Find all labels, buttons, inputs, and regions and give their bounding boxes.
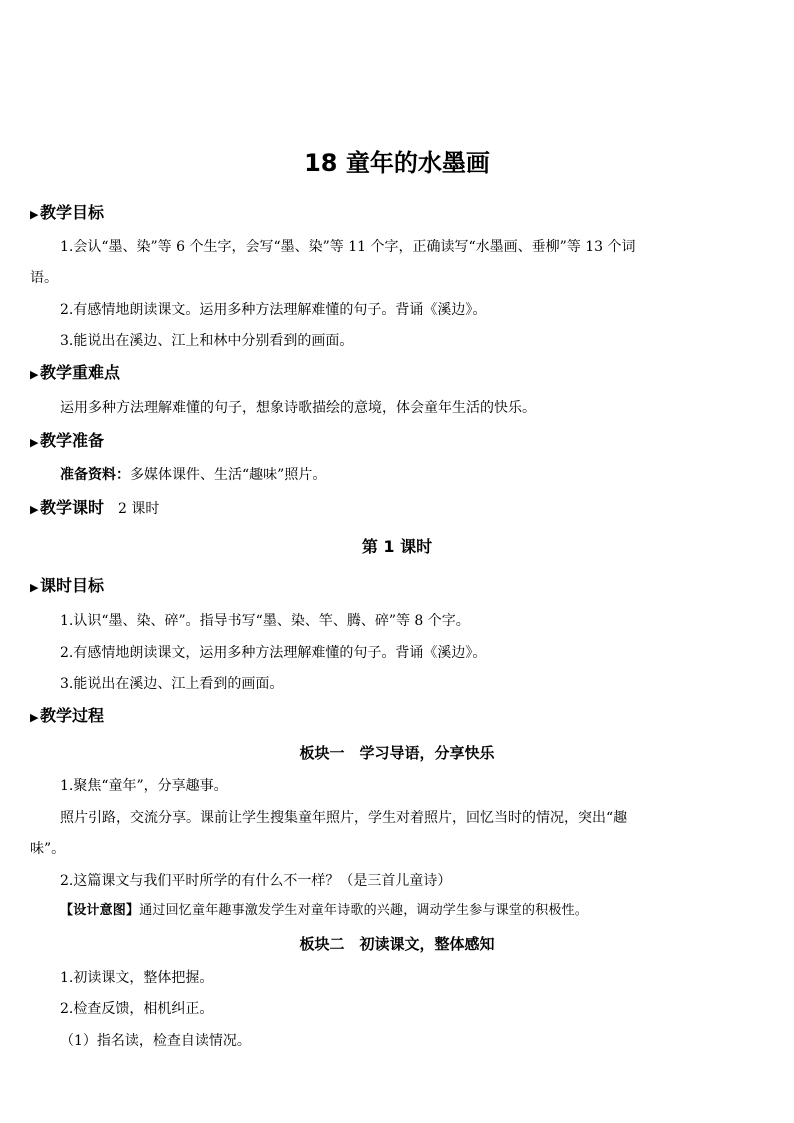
block-1-step-1-detail-line-2: 味”。 — [30, 841, 66, 857]
triangle-marker-icon: ▶ — [30, 581, 39, 594]
objective-item-2: 2.有感情地朗读课文。运用多种方法理解难懂的句子。背诵《溪边》。 — [60, 302, 487, 318]
objective-item-1-line-1: 1.会认“墨、染”等 6 个生字，会写“墨、染”等 11 个字，正确读写“水墨画、垂柳”等 13 个词 — [60, 239, 636, 255]
lesson-objective-item-1: 1.认识“墨、染、碎”。指导书写“墨、染、竿、腾、碎”等 8 个字。 — [60, 613, 470, 629]
design-intent-note — [60, 901, 588, 921]
objective-item-3: 3.能说出在溪边、江上和林中分别看到的画面。 — [60, 333, 354, 349]
section-heading-objectives: ▶教学目标 — [30, 203, 104, 225]
block-2-step-2: 2.检查反馈，相机纠正。 — [60, 1001, 214, 1017]
lesson-objective-item-3: 3.能说出在溪边、江上看到的画面。 — [60, 676, 284, 692]
block-1-heading: 板块一 学习导语，分享快乐 — [299, 744, 495, 762]
triangle-marker-icon: ▶ — [30, 208, 39, 221]
triangle-marker-icon: ▶ — [30, 368, 39, 381]
section-heading-lesson-objectives: ▶课时目标 — [30, 576, 104, 598]
section-heading-preparation: ▶教学准备 — [30, 431, 104, 453]
block-2-heading: 板块二 初读课文，整体感知 — [299, 935, 495, 953]
preparation-text — [60, 465, 326, 485]
triangle-marker-icon: ▶ — [30, 711, 39, 724]
design-intent-text: 通过回忆童年趣事激发学生对童年诗歌的兴趣，调动学生参与课堂的积极性。 — [139, 903, 589, 918]
block-2-step-2-sub-1: （1）指名读，检查自读情况。 — [60, 1033, 251, 1049]
triangle-marker-icon: ▶ — [30, 503, 39, 516]
preparation-content: 多媒体课件、生活“趣味”照片。 — [130, 467, 327, 483]
block-1-step-1-detail-line-1: 照片引路，交流分享。课前让学生搜集童年照片，学生对着照片，回忆当时的情况，突出“趣 — [60, 810, 628, 826]
page-title: 18 童年的水墨画 — [304, 149, 490, 177]
objective-item-1-line-2: 语。 — [30, 270, 58, 286]
preparation-label: 准备资料： — [60, 467, 130, 483]
periods-value: 2 课时 — [118, 501, 160, 517]
lesson-1-heading: 第 1 课时 — [361, 537, 433, 556]
lesson-objective-item-2: 2.有感情地朗读课文，运用多种方法理解难懂的句子。背诵《溪边》。 — [60, 645, 487, 661]
triangle-marker-icon: ▶ — [30, 436, 39, 449]
block-1-step-1: 1.聚焦“童年”，分享趣事。 — [60, 778, 228, 794]
design-intent-label: 【设计意图】 — [60, 903, 140, 918]
block-2-step-1: 1.初读课文，整体把握。 — [60, 970, 214, 986]
section-heading-key-points: ▶教学重难点 — [30, 363, 120, 385]
block-1-step-2: 2.这篇课文与我们平时所学的有什么不一样？（是三首儿童诗） — [60, 873, 452, 889]
section-heading-process: ▶教学过程 — [30, 706, 104, 728]
key-points-text: 运用多种方法理解难懂的句子，想象诗歌描绘的意境，体会童年生活的快乐。 — [60, 400, 536, 416]
section-heading-periods: ▶教学课时 2 课时 — [30, 498, 159, 520]
